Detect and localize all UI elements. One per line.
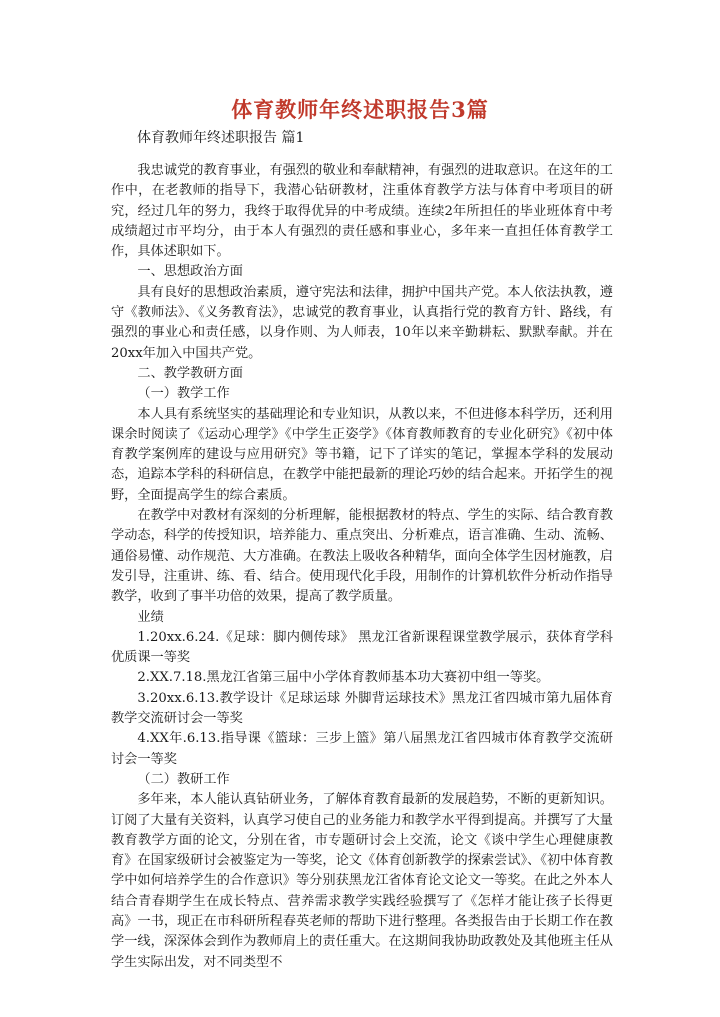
- document-body: [111, 161, 613, 973]
- achievement-item: 1.20xx.6.24.《足球：脚内侧传球》 黑龙江省新课程课堂教学展示，获体育学科优质课一等奖: [111, 629, 613, 666]
- achievement-item: 3.20xx.6.13.教学设计《足球运球 外脚背运球技术》黑龙江省四城市第九届体育教学交流研讨会一等奖: [111, 690, 613, 727]
- section-heading-teaching-research: 二、教学教研方面: [137, 365, 243, 381]
- paragraph-research: 多年来，本人能认真钻研业务，了解体育教育最新的发展趋势，不断的更新知识。订阅了大量有关资料，认真学习使自己的业务能力和教学水平得到提高。并撰写了大量教育教学方面的论文，分别在省，市专题研讨会上交流，论文《谈中学生心理健康教育》在国家级研讨会被鉴定为一等奖，论文《体育创新教学的探索尝试》、《初中体育教学中如何培养学生的合作意识》等分别获黑龙江省体育论文论文一等奖。在此之外本人结合青春期学生在成长特点、营养需求教学实践经验撰写了《怎样才能让孩子长得更高》一书，现正在市科研所程春英老师的帮助下进行整理。各类报告由于长期工作在教学一线，深深体会到作为教师肩上的责任重大。在这期间我协助政教处及其他班主任从学生实际出发，对不同类型不: [111, 792, 613, 970]
- subsection-heading-teaching: （一）教学工作: [137, 386, 230, 402]
- paragraph-politics: 具有良好的思想政治素质，遵守宪法和法律，拥护中国共产党。本人依法执教，遵守《教师法》、《义务教育法》，忠诚党的教育事业，认真指行党的教育方针、路线，有强烈的事业心和责任感，以身作则、为人师表，10年以来辛勤耕耘、默默奉献。并在20xx年加入中国共产党。: [111, 284, 613, 361]
- paragraph-intro: 我忠诚党的教育事业，有强烈的敬业和奉献精神，有强烈的进取意识。在这年的工作中，在老教师的指导下，我潜心钻研教材，注重体育教学方法与体育中考项目的研究，经过几年的努力，我终于取得优异的中考成绩。连续2年所担任的毕业班体育中考成绩超过市平均分，由于本人有强烈的责任感和事业心，多年来一直担任体育教学工作，具体述职如下。: [111, 163, 613, 260]
- achievements-heading: 业绩: [137, 609, 164, 625]
- achievement-item: 4.XX年.6.13.指导课《篮球：三步上篮》第八届黑龙江省四城市体育教学交流研讨会一等奖: [111, 731, 613, 767]
- paragraph-teaching-2: 在教学中对教材有深刻的分析理解，能根据教材的特点、学生的实际、结合教育教学动态，科学的传授知识，培养能力、重点突出、分析难点，语言准确、生动、流畅、通俗易懂、动作规范、大方准确。在教法上吸收各种精华，面向全体学生因材施教，启发引导，注重讲、练、看、结合。使用现代化手段，用制作的计算机软件分析动作指导教学，收到了事半功倍的效果，提高了教学质量。: [111, 508, 613, 605]
- achievement-item: 2.XX.7.18.黑龙江省第三届中小学体育教师基本功大赛初中组一等奖。: [137, 670, 550, 686]
- subsection-heading-research: （二）教研工作: [137, 771, 230, 787]
- document-subtitle: 体育教师年终述职报告 篇1: [137, 130, 305, 146]
- paragraph-teaching-1: 本人具有系统坚实的基础理论和专业知识，从教以来，不但进修本科学历，还利用课余时阅读了《运动心理学》《中学生正姿学》《体育教师教育的专业化研究》《初中体育教学案例库的建设与应用研究》等书籍，记下了详实的笔记，掌握本学科的发展动态，追踪本学科的科研信息，在教学中能把最新的理论巧妙的结合起来。开拓学生的视野，全面提高学生的综合素质。: [111, 406, 613, 503]
- section-heading-politics: 一、思想政治方面: [137, 264, 243, 280]
- document-title: 体育教师年终述职报告3篇: [231, 97, 489, 122]
